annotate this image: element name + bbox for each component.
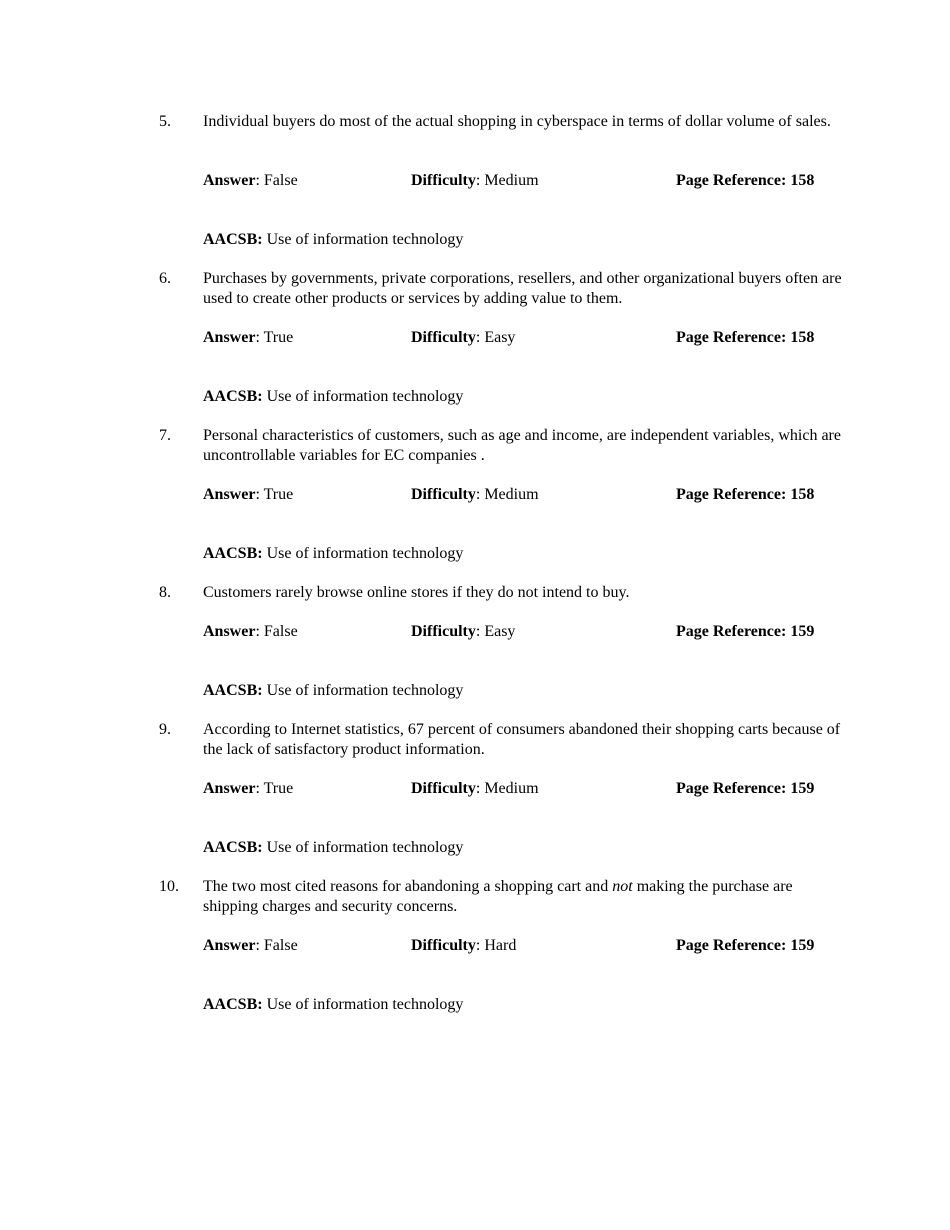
difficulty-value: Medium bbox=[484, 780, 539, 797]
answer-label: Answer bbox=[203, 329, 256, 346]
difficulty-field: Difficulty: Medium bbox=[411, 780, 539, 797]
page-reference-value: 159 bbox=[790, 780, 815, 797]
question-meta bbox=[0, 622, 950, 642]
question-text: Customers rarely browse online stores if they do not intend to buy. bbox=[203, 584, 630, 601]
answer-value: True bbox=[263, 780, 294, 797]
page-reference-field bbox=[676, 328, 814, 348]
answer-label: Answer bbox=[203, 780, 256, 797]
answer-field: Answer: False bbox=[203, 623, 298, 640]
answer-label: Answer bbox=[203, 486, 256, 503]
question-number: 10. bbox=[159, 878, 179, 895]
difficulty-field: Difficulty: Medium bbox=[411, 486, 539, 503]
answer-label: Answer bbox=[203, 172, 256, 189]
difficulty-label: Difficulty bbox=[411, 172, 476, 189]
aacsb-value: Use of information technology bbox=[266, 996, 464, 1013]
question-text: Personal characteristics of customers, such as age and income, are independent variables, which are uncontrollable variables for EC companies . bbox=[203, 427, 841, 464]
aacsb-field bbox=[203, 544, 463, 564]
difficulty-value: Hard bbox=[484, 937, 517, 954]
question-text: Individual buyers do most of the actual shopping in cyberspace in terms of dollar volume of sales. bbox=[203, 113, 831, 130]
aacsb-value: Use of information technology bbox=[266, 545, 464, 562]
question-meta bbox=[0, 328, 950, 348]
answer-label: Answer bbox=[203, 623, 256, 640]
aacsb-label: AACSB: bbox=[203, 996, 263, 1013]
question-meta bbox=[0, 485, 950, 505]
question-text-part: The two most cited reasons for abandoning a shopping cart and bbox=[203, 878, 613, 895]
question-text-part: making the purchase are shipping charges and security concerns. bbox=[203, 878, 793, 915]
page-reference-value: 158 bbox=[790, 329, 815, 346]
page-reference-field bbox=[676, 171, 814, 191]
difficulty-label: Difficulty bbox=[411, 329, 476, 346]
aacsb-label: AACSB: bbox=[203, 545, 263, 562]
answer-value: True bbox=[263, 329, 294, 346]
difficulty-label: Difficulty bbox=[411, 623, 476, 640]
page-reference-label: Page Reference: bbox=[676, 623, 787, 640]
answer-label: Answer bbox=[203, 937, 256, 954]
difficulty-value: Easy bbox=[484, 623, 516, 640]
aacsb-label: AACSB: bbox=[203, 231, 263, 248]
answer-field: Answer: True bbox=[203, 329, 294, 346]
aacsb-value: Use of information technology bbox=[266, 231, 464, 248]
difficulty-value: Medium bbox=[484, 486, 539, 503]
answer-value: False bbox=[263, 172, 298, 189]
question-number: 5. bbox=[159, 113, 171, 130]
difficulty-field: Difficulty: Easy bbox=[411, 623, 516, 640]
aacsb-field bbox=[203, 681, 463, 701]
page-reference-label: Page Reference: bbox=[676, 780, 787, 797]
page-reference-field bbox=[676, 936, 814, 956]
answer-field: Answer: True bbox=[203, 780, 294, 797]
page-reference-value: 159 bbox=[790, 937, 815, 954]
page-reference-field bbox=[676, 622, 814, 642]
difficulty-label: Difficulty bbox=[411, 486, 476, 503]
aacsb-field bbox=[203, 387, 463, 407]
page-reference-value: 159 bbox=[790, 623, 815, 640]
aacsb-value: Use of information technology bbox=[266, 682, 464, 699]
difficulty-value: Easy bbox=[484, 329, 516, 346]
question-text: Purchases by governments, private corporations, resellers, and other organizational buyers often are used to create other products or services by adding value to them. bbox=[203, 270, 842, 307]
aacsb-field bbox=[203, 230, 463, 250]
question-meta bbox=[0, 936, 950, 956]
question-text bbox=[203, 877, 843, 917]
difficulty-field: Difficulty: Easy bbox=[411, 329, 516, 346]
aacsb-label: AACSB: bbox=[203, 682, 263, 699]
question-meta bbox=[0, 779, 950, 799]
difficulty-value: Medium bbox=[484, 172, 539, 189]
answer-value: False bbox=[263, 937, 298, 954]
page-reference-value: 158 bbox=[790, 486, 815, 503]
page-reference-label: Page Reference: bbox=[676, 937, 787, 954]
aacsb-label: AACSB: bbox=[203, 839, 263, 856]
page-reference-field bbox=[676, 779, 814, 799]
question-number: 7. bbox=[159, 427, 171, 444]
question-number: 6. bbox=[159, 270, 171, 287]
question-number: 8. bbox=[159, 584, 171, 601]
answer-value: False bbox=[263, 623, 298, 640]
answer-field: Answer: True bbox=[203, 486, 294, 503]
aacsb-value: Use of information technology bbox=[266, 388, 464, 405]
difficulty-label: Difficulty bbox=[411, 937, 476, 954]
page-reference-label: Page Reference: bbox=[676, 329, 787, 346]
aacsb-value: Use of information technology bbox=[266, 839, 464, 856]
page-reference-field bbox=[676, 485, 814, 505]
page-reference-label: Page Reference: bbox=[676, 172, 787, 189]
aacsb-field bbox=[203, 995, 463, 1015]
question-text-emphasis: not bbox=[612, 878, 633, 895]
difficulty-field: Difficulty: Hard bbox=[411, 937, 517, 954]
difficulty-label: Difficulty bbox=[411, 780, 476, 797]
answer-value: True bbox=[263, 486, 294, 503]
difficulty-field: Difficulty: Medium bbox=[411, 172, 539, 189]
aacsb-label: AACSB: bbox=[203, 388, 263, 405]
answer-field: Answer: False bbox=[203, 172, 298, 189]
page-reference-value: 158 bbox=[790, 172, 815, 189]
question-number: 9. bbox=[159, 721, 171, 738]
question-meta bbox=[0, 171, 950, 191]
page-reference-label: Page Reference: bbox=[676, 486, 787, 503]
answer-field: Answer: False bbox=[203, 937, 298, 954]
aacsb-field bbox=[203, 838, 463, 858]
question-text: According to Internet statistics, 67 percent of consumers abandoned their shopping carts because of the lack of satisfactory product information. bbox=[203, 721, 841, 758]
